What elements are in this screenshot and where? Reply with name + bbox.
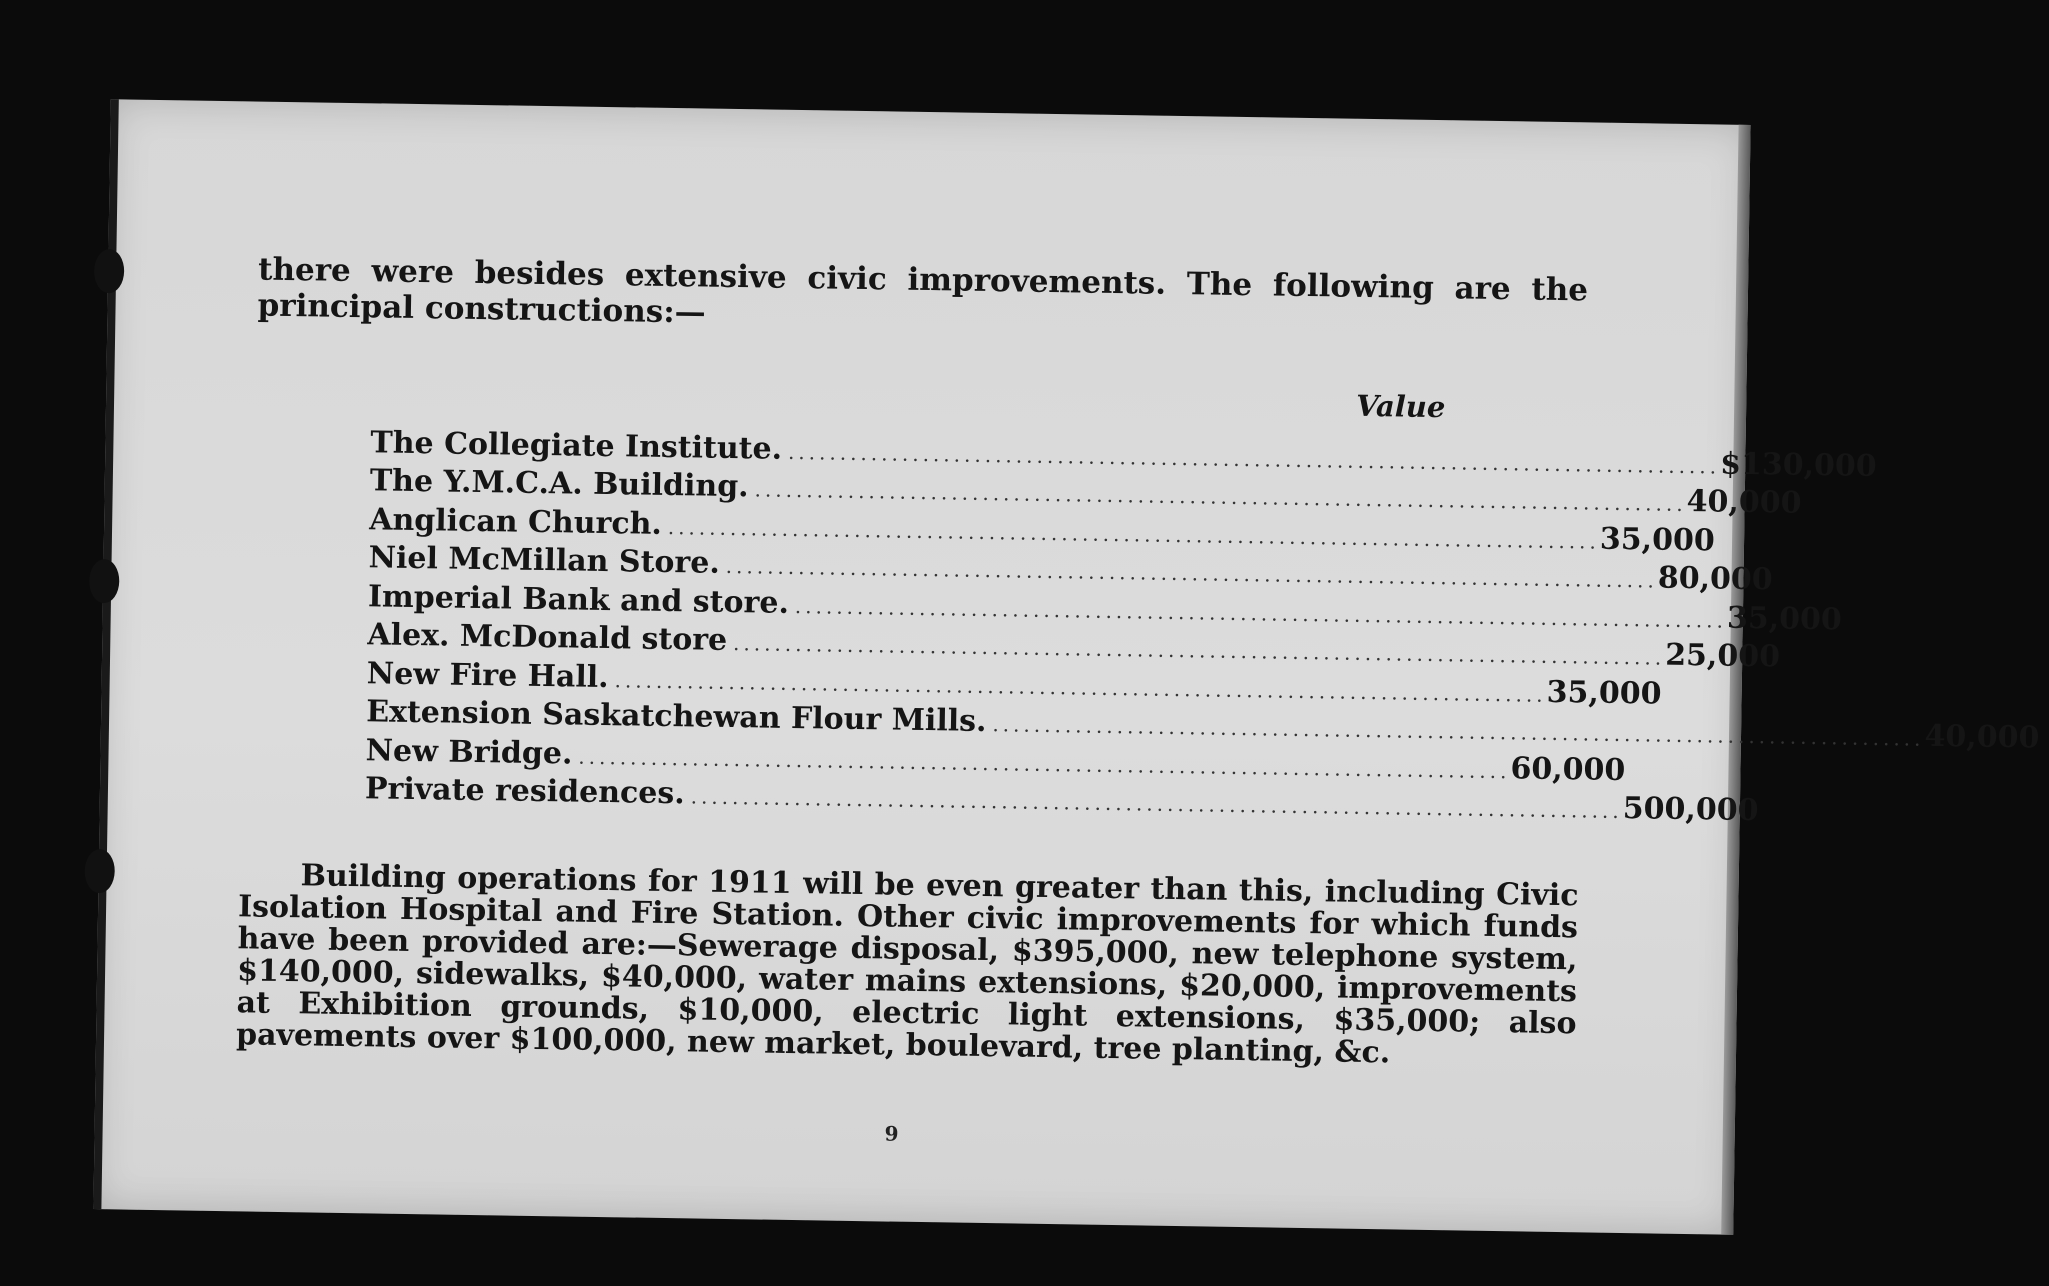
row-label: Private residences.	[364, 771, 686, 812]
body-paragraph: Building operations for 1911 will be even greater than this, including Civic Isolation Hospital and Fire Station. Other civic improvements for which funds have been provided are:—Sewerage disposal, $395,000, new telephone system, $140,000, sidewalks, $40,000, water mains extensions, $20,000, improvements at Exhibition grounds, $10,000, electric light extensions, $35,000; also pavements over $100,000, new market, boulevard, tree planting, &c.	[235, 858, 1579, 1071]
row-label: The Collegiate Institute.	[370, 424, 783, 467]
page-edge	[1721, 125, 1750, 1235]
dot-leader: ..........................................................................................	[732, 631, 1666, 670]
page-number: 9	[884, 1121, 899, 1146]
row-value: 40,000	[1686, 483, 1802, 521]
row-value: 25,000	[1664, 637, 1781, 675]
document-page	[93, 99, 2040, 1235]
row-label: Extension Saskatchewan Flour Mills.	[365, 694, 987, 740]
dot-leader: ..........................................................................................	[787, 439, 1721, 479]
row-label: New Bridge.	[365, 732, 573, 772]
row-value: 35,000	[1546, 674, 1662, 712]
dot-leader: ..........................................................................................	[794, 593, 1728, 633]
row-value: $130,000	[1719, 446, 1877, 484]
row-label: Niel McMillan Store.	[368, 540, 721, 581]
row-label: The Y.M.C.A. Building.	[369, 463, 749, 505]
dot-leader: ..........................................................................................	[578, 744, 1511, 783]
dot-leader: ..........................................................................................	[754, 477, 1687, 516]
row-label: Alex. McDonald store	[367, 617, 728, 658]
binding-hole	[84, 849, 115, 893]
dot-leader: ..........................................................................................	[667, 514, 1601, 554]
dot-leader: ..........................................................................................	[690, 784, 1623, 824]
row-value: 60,000	[1510, 750, 1626, 788]
row-value: 500,000	[1622, 791, 1759, 829]
binding-hole	[89, 559, 120, 603]
row-value: 80,000	[1657, 560, 1773, 598]
row-label: New Fire Hall.	[366, 655, 609, 695]
row-value: 35,000	[1726, 600, 1843, 637]
row-value: 35,000	[1599, 521, 1716, 558]
dot-leader: ..........................................................................................	[725, 553, 1658, 593]
dot-leader: ..........................................................................................	[992, 712, 1925, 751]
value-column-header: Value	[1355, 388, 1446, 425]
dot-leader: ..........................................................................................	[614, 667, 1547, 707]
constructions-table	[364, 421, 2040, 829]
row-label: Imperial Bank and store.	[367, 578, 790, 621]
row-label: Anglican Church.	[368, 501, 663, 542]
binding-hole	[94, 249, 125, 293]
row-value: 40,000	[1924, 718, 2040, 756]
intro-text: there were besides extensive civic improvements. The following are the principal constructions:—	[257, 251, 1589, 331]
